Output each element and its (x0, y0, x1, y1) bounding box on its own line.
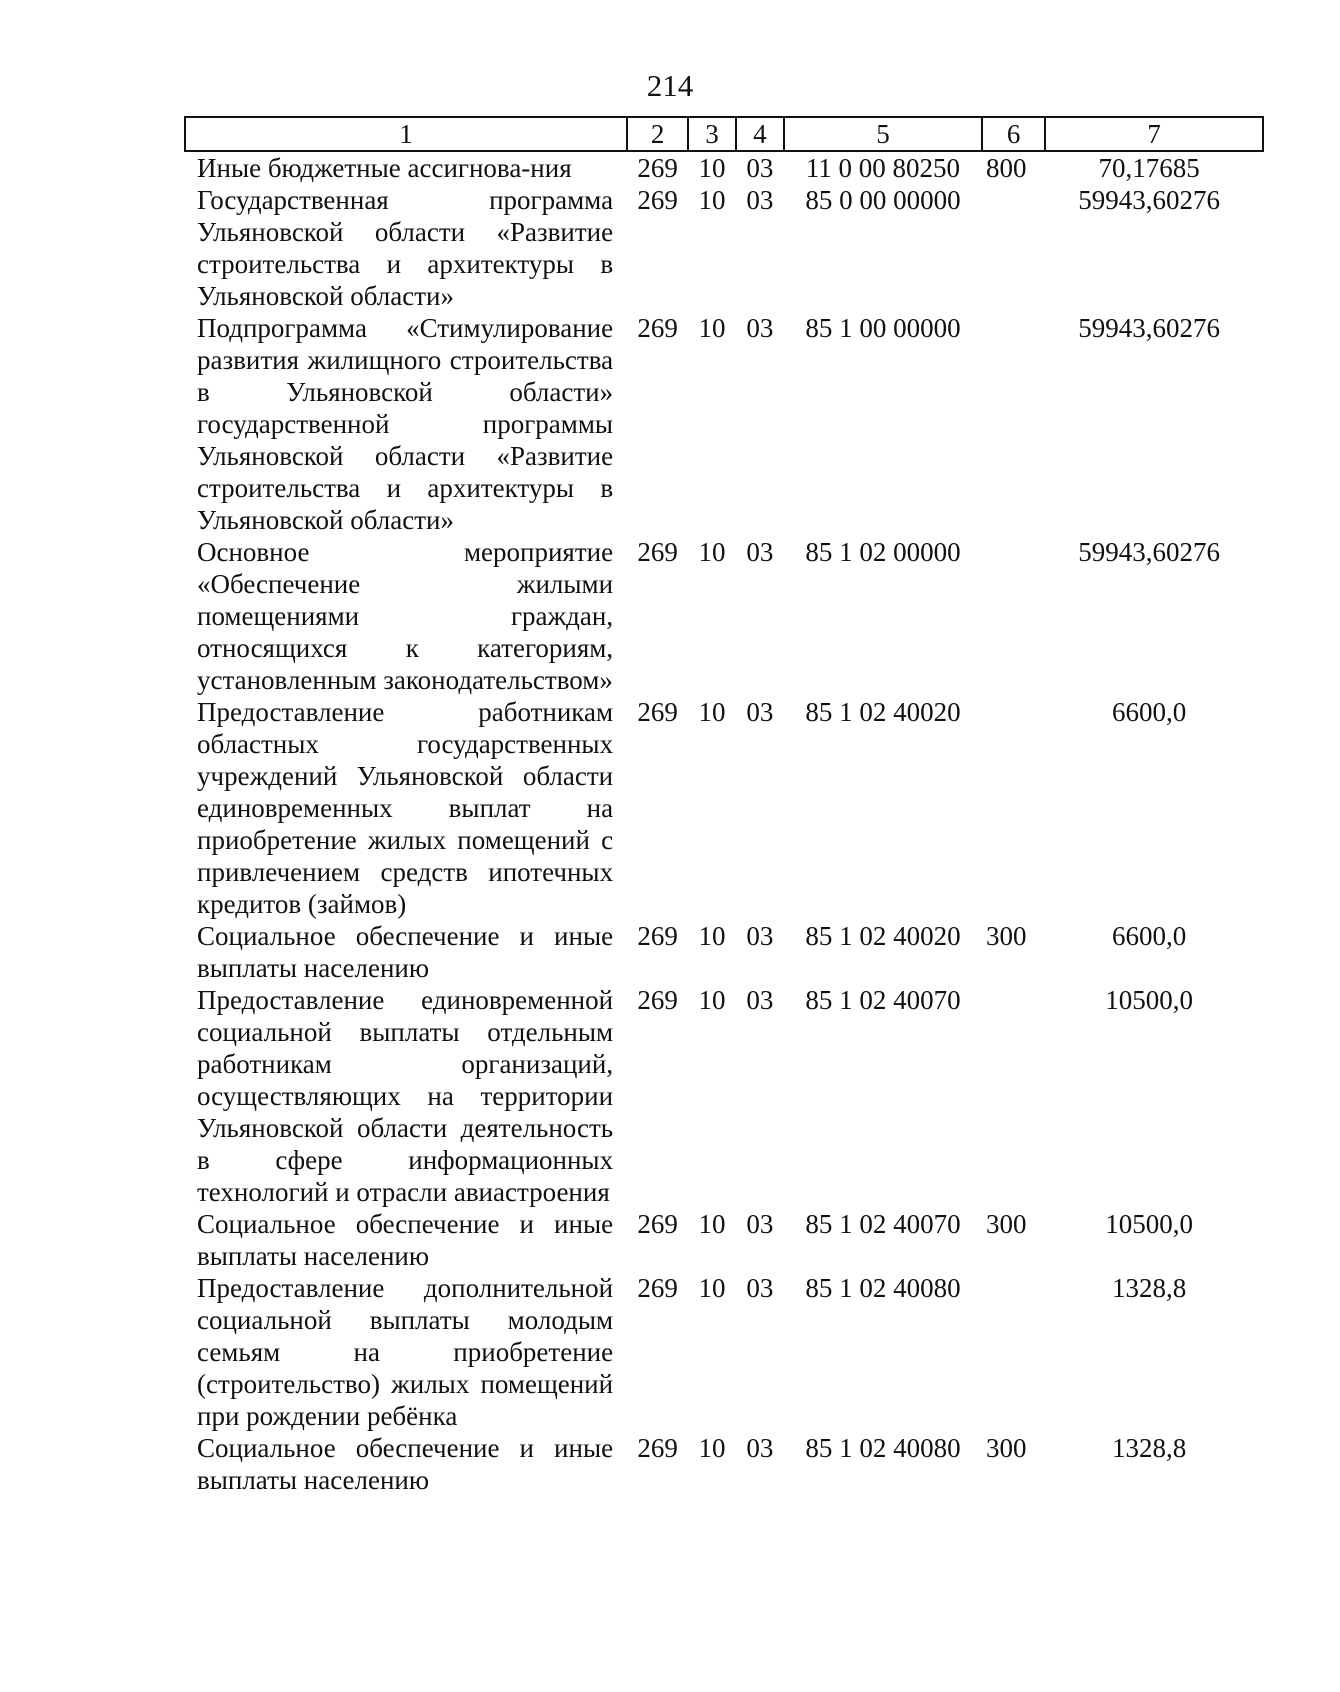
column-header-4: 4 (736, 117, 784, 151)
row-section-code: 10 (698, 1433, 726, 1463)
row-amount: 59943,60276 (1078, 313, 1220, 343)
column-header-7: 7 (1045, 117, 1263, 151)
row-amount: 1328,8 (1111, 1273, 1187, 1303)
row-section-code: 10 (698, 921, 726, 951)
row-section-code: 10 (698, 185, 726, 215)
row-name: Социальное обеспечение и иные выплаты населению (197, 1209, 614, 1271)
row-target-article: 85 1 00 00000 (805, 313, 961, 343)
row-subsection-code: 03 (746, 697, 774, 727)
column-header-6: 6 (982, 117, 1045, 151)
row-subsection-code: 03 (746, 1273, 774, 1303)
row-target-article: 11 0 00 80250 (805, 153, 961, 183)
row-expense-type (982, 696, 1045, 920)
row-subsection-code: 03 (746, 153, 774, 183)
row-expense-type (982, 184, 1045, 312)
row-name: Предоставление единовременной социальной выплаты отдельным работникам организаций, осуществляющих на территории Ульяновской области деятельность в сфере информационных технологий и отрасли авиастроения (197, 985, 614, 1207)
row-amount: 59943,60276 (1078, 185, 1220, 215)
row-target-article: 85 1 02 40020 (805, 921, 961, 951)
row-section-code: 10 (698, 537, 726, 567)
row-target-article: 85 1 02 40080 (805, 1433, 961, 1463)
table-header (185, 117, 1263, 151)
row-target-article: 85 1 02 40070 (805, 985, 961, 1015)
row-amount: 10500,0 (1105, 1209, 1193, 1239)
row-amount: 6600,0 (1111, 921, 1187, 951)
row-target-article: 85 1 02 00000 (805, 537, 961, 567)
row-subsection-code: 03 (746, 185, 774, 215)
row-section-code: 10 (698, 1209, 726, 1239)
row-target-article: 85 1 02 40080 (805, 1273, 961, 1303)
row-subsection-code: 03 (746, 313, 774, 343)
row-ved-code: 269 (637, 1433, 678, 1463)
row-ved-code: 269 (637, 537, 678, 567)
row-name: Предоставление дополнительной социальной выплаты молодым семьям на приобретение (строительство) жилых помещений при рождении ребёнка (197, 1273, 614, 1431)
row-ved-code: 269 (637, 153, 678, 183)
row-expense-type (982, 984, 1045, 1208)
row-ved-code: 269 (637, 185, 678, 215)
row-expense-type (982, 1272, 1045, 1432)
table-row (185, 696, 1263, 920)
row-name: Государственная программа Ульяновской области «Развитие строительства и архитектуры в Ульяновской области» (197, 185, 614, 311)
row-amount: 10500,0 (1105, 985, 1193, 1015)
page-number: 214 (646, 68, 694, 103)
row-section-code: 10 (698, 985, 726, 1015)
row-expense-type: 300 (986, 1433, 1027, 1463)
row-name: Подпрограмма «Стимулирование развития жилищного строительства в Ульяновской области» государственной программы Ульяновской области «Развитие строительства и архитектуры в Ульяновской области» (197, 313, 614, 535)
table-row (185, 1272, 1263, 1432)
row-ved-code: 269 (637, 1273, 678, 1303)
column-header-1: 1 (185, 117, 627, 151)
row-name: Социальное обеспечение и иные выплаты населению (197, 1433, 614, 1495)
row-section-code: 10 (698, 1273, 726, 1303)
row-ved-code: 269 (637, 1209, 678, 1239)
row-name: Иные бюджетные ассигнова-ния (197, 153, 572, 183)
table-row (185, 151, 1263, 184)
row-ved-code: 269 (637, 697, 678, 727)
column-header-5: 5 (784, 117, 982, 151)
row-ved-code: 269 (637, 921, 678, 951)
row-amount: 6600,0 (1111, 697, 1187, 727)
row-target-article: 85 1 02 40070 (805, 1209, 961, 1239)
table-row (185, 984, 1263, 1208)
row-name: Основное мероприятие «Обеспечение жилыми помещениями граждан, относящихся к категориям, установленным законодательством» (197, 537, 614, 695)
table-row (185, 312, 1263, 536)
row-expense-type (982, 312, 1045, 536)
table-row (185, 184, 1263, 312)
row-expense-type: 800 (986, 153, 1027, 183)
row-subsection-code: 03 (746, 1209, 774, 1239)
row-ved-code: 269 (637, 985, 678, 1015)
row-section-code: 10 (698, 697, 726, 727)
row-expense-type: 300 (986, 921, 1027, 951)
row-section-code: 10 (698, 153, 726, 183)
row-amount: 70,17685 (1098, 153, 1200, 183)
row-subsection-code: 03 (746, 1433, 774, 1463)
row-subsection-code: 03 (746, 537, 774, 567)
budget-table (184, 116, 1264, 1496)
table-row (185, 1432, 1263, 1496)
row-name: Предоставление работникам областных государственных учреждений Ульяновской области единовременных выплат на приобретение жилых помещений с привлечением средств ипотечных кредитов (займов) (197, 697, 614, 919)
table-row (185, 920, 1263, 984)
row-name: Социальное обеспечение и иные выплаты населению (197, 921, 614, 983)
row-subsection-code: 03 (746, 921, 774, 951)
row-target-article: 85 1 02 40020 (805, 697, 961, 727)
row-expense-type (982, 536, 1045, 696)
column-header-2: 2 (627, 117, 688, 151)
table-body (185, 151, 1263, 1496)
row-section-code: 10 (698, 313, 726, 343)
row-amount: 1328,8 (1111, 1433, 1187, 1463)
column-header-3: 3 (688, 117, 736, 151)
row-ved-code: 269 (637, 313, 678, 343)
row-expense-type: 300 (986, 1209, 1027, 1239)
table-row (185, 536, 1263, 696)
row-subsection-code: 03 (746, 985, 774, 1015)
row-amount: 59943,60276 (1078, 537, 1220, 567)
table-row (185, 1208, 1263, 1272)
row-target-article: 85 0 00 00000 (805, 185, 961, 215)
